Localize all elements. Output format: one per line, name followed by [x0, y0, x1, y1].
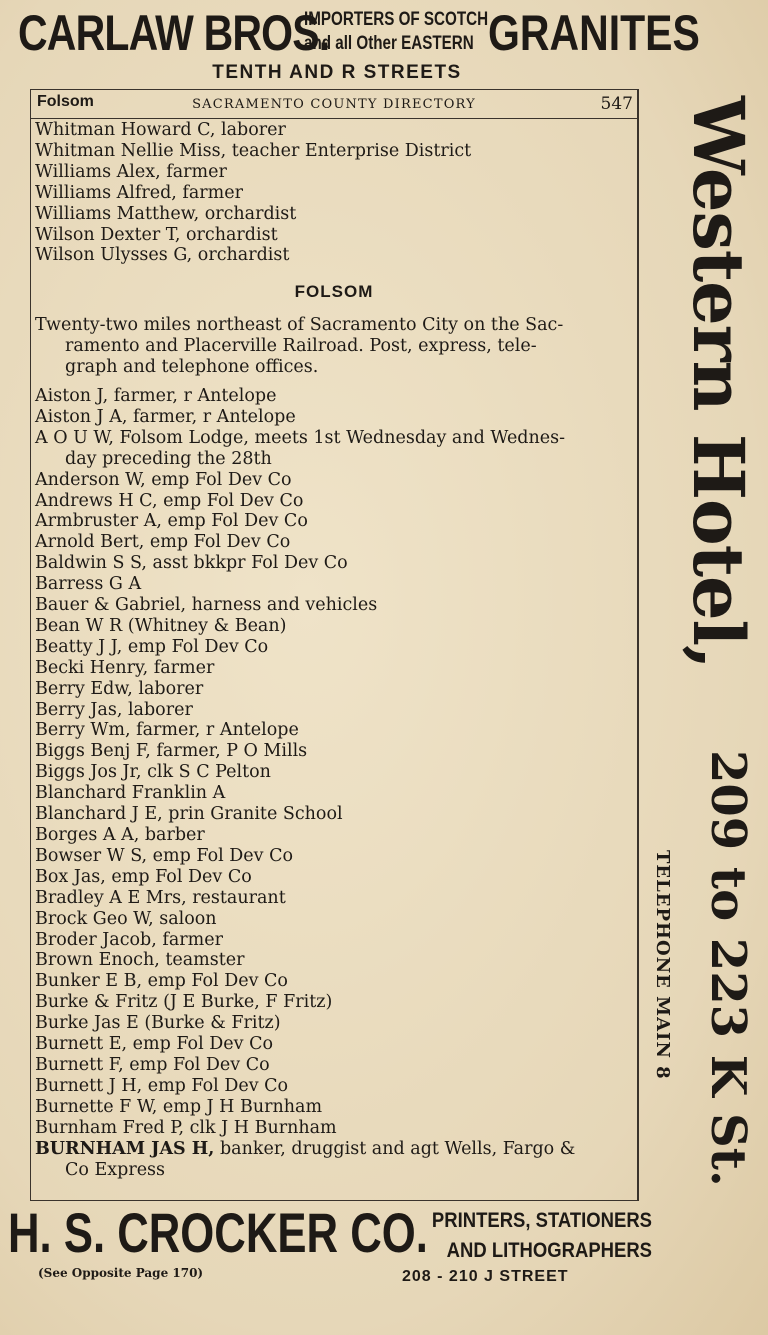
hotel-telephone: TELEPHONE MAIN 8 — [652, 850, 673, 1080]
directory-entry: Berry Edw, laborer — [35, 678, 204, 699]
tagline-line-2: and all Other EASTERN — [304, 33, 474, 54]
advertiser-name: H. S. CROCKER CO. — [8, 1201, 428, 1264]
directory-entry: Biggs Benj F, farmer, P O Mills — [35, 741, 308, 762]
directory-entry: Whitman Howard C, laborer — [35, 120, 286, 140]
header-place: Folsom — [37, 93, 94, 110]
directory-entry: Bean W R (Whitney & Bean) — [35, 615, 287, 636]
entry-continuation: Co Express — [65, 1159, 166, 1180]
directory-entry: Aiston J A, farmer, r Antelope — [35, 406, 296, 427]
section-description — [35, 315, 633, 378]
cross-reference-note: (See Opposite Page 170) — [38, 1266, 204, 1280]
directory-entry: Williams Alfred, farmer — [35, 182, 243, 203]
advertised-product: GRANITES — [488, 5, 700, 61]
directory-entry: Beatty J J, emp Fol Dev Co — [35, 636, 269, 657]
directory-entry: Box Jas, emp Fol Dev Co — [35, 866, 252, 887]
advertiser-services — [413, 1206, 652, 1266]
bottom-advertisement — [0, 1198, 660, 1308]
advertiser-address: 208 - 210 J STREET — [402, 1268, 569, 1285]
directory-entry: Wilson Dexter T, orchardist — [35, 224, 278, 245]
description-line: Twenty-two miles northeast of Sacramento City on the Sac- — [35, 315, 564, 336]
directory-entry: Burnett J H, emp Fol Dev Co — [35, 1075, 289, 1096]
directory-entry: Bauer & Gabriel, harness and vehicles — [35, 595, 378, 616]
directory-entry: Brock Geo W, saloon — [35, 908, 217, 929]
directory-entry: Berry Jas, laborer — [35, 699, 193, 720]
section-title: FOLSOM — [294, 282, 374, 302]
directory-entry: Andrews H C, emp Fol Dev Co — [35, 490, 304, 511]
advertiser-address: TENTH AND R STREETS — [212, 62, 462, 83]
hotel-address: 209 to 223 K St. — [700, 750, 756, 1187]
advertiser-name: CARLAW BROS. — [18, 5, 330, 61]
directory-listing — [35, 120, 633, 1180]
directory-entry: Wilson Ulysses G, orchardist — [35, 245, 290, 266]
directory-entry: Bunker E B, emp Fol Dev Co — [35, 971, 288, 992]
directory-entry: Anderson W, emp Fol Dev Co — [35, 469, 292, 490]
directory-entry: Whitman Nellie Miss, teacher Enterprise District — [35, 140, 472, 161]
directory-entry: Baldwin S S, asst bkkpr Fol Dev Co — [35, 553, 348, 574]
entry-continuation: day preceding the 28th — [65, 448, 272, 469]
hotel-name: Western Hotel, — [677, 96, 760, 669]
directory-entry: Burnett E, emp Fol Dev Co — [35, 1034, 274, 1055]
page-number: 547 — [600, 94, 633, 114]
header-title: SACRAMENTO COUNTY DIRECTORY — [192, 97, 476, 112]
services-line-2: AND LITHOGRAPHERS — [446, 1239, 652, 1262]
advertiser-tagline — [304, 8, 489, 56]
directory-entry: Broder Jacob, farmer — [35, 929, 223, 950]
directory-entry: Arnold Bert, emp Fol Dev Co — [35, 532, 291, 553]
entry-name: BURNHAM JAS H, — [35, 1138, 215, 1159]
directory-entry: Williams Alex, farmer — [35, 161, 227, 182]
directory-entry: Bradley A E Mrs, restaurant — [35, 887, 286, 908]
directory-entry: Burke Jas E (Burke & Fritz) — [35, 1013, 281, 1034]
directory-entry — [35, 1139, 633, 1160]
tagline-line-1: IMPORTERS OF SCOTCH — [304, 9, 489, 30]
services-line-1: PRINTERS, STATIONERS — [431, 1209, 652, 1232]
directory-entry: Barress G A — [35, 574, 142, 595]
directory-entry: Blanchard Franklin A — [35, 783, 226, 804]
running-header — [31, 90, 637, 119]
directory-entry: Williams Matthew, orchardist — [35, 203, 297, 224]
top-advertisement — [12, 2, 700, 90]
directory-entry: Burnett F, emp Fol Dev Co — [35, 1054, 270, 1075]
directory-entry: A O U W, Folsom Lodge, meets 1st Wednesday and Wednes- — [35, 427, 566, 448]
directory-entry: Biggs Jos Jr, clk S C Pelton — [35, 762, 271, 783]
directory-entry: Armbruster A, emp Fol Dev Co — [35, 511, 308, 532]
entries-before-section — [35, 120, 633, 266]
description-line: ramento and Placerville Railroad. Post, express, tele- — [65, 336, 537, 357]
directory-entry: Brown Enoch, teamster — [35, 950, 245, 971]
directory-entry: Berry Wm, farmer, r Antelope — [35, 720, 299, 741]
entry-details: banker, druggist and agt Wells, Fargo & — [214, 1138, 576, 1159]
folsom-entries — [35, 386, 633, 1139]
directory-entry: Burnham Fred P, clk J H Burnham — [35, 1117, 337, 1138]
directory-entry: Becki Henry, farmer — [35, 657, 215, 678]
directory-entry: Blanchard J E, prin Granite School — [35, 804, 343, 825]
directory-entry: Borges A A, barber — [35, 825, 205, 845]
directory-entry: Aiston J, farmer, r Antelope — [35, 385, 277, 406]
description-line: graph and telephone offices. — [65, 357, 319, 378]
side-advertisement — [640, 90, 768, 1210]
directory-entry: Burke & Fritz (J E Burke, F Fritz) — [35, 992, 333, 1013]
directory-entry: Burnette F W, emp J H Burnham — [35, 1096, 323, 1117]
directory-frame — [30, 89, 639, 1201]
directory-entry: Bowser W S, emp Fol Dev Co — [35, 845, 294, 866]
